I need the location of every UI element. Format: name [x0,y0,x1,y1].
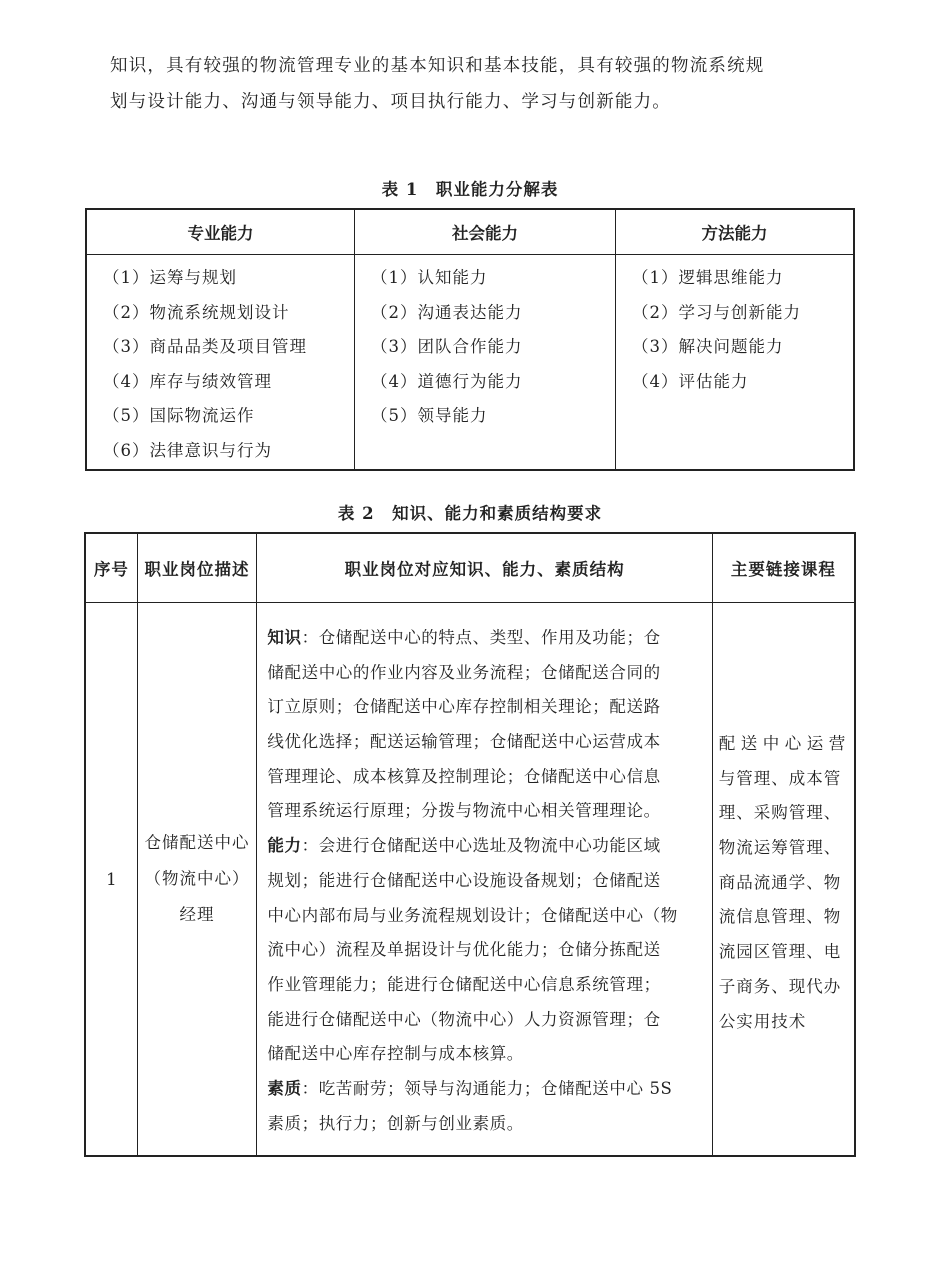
ability-breakdown-table [85,208,855,471]
course-line: 流园区管理、电 [718,942,842,962]
list-item: （4）评估能力 [632,371,749,391]
method-list [616,255,855,470]
quality-text: ：吃苦耐劳；领导与沟通能力；仓储配送中心 5S [301,1078,673,1098]
ability-text: 能进行仓储配送中心（物流中心）人力资源管理；仓 [267,1009,661,1029]
professional-list [86,255,355,470]
table1-caption: 表 1 职业能力分解表 [381,180,559,199]
ability-label: 能力 [267,836,302,856]
ability-text: 规划；能进行仓储配送中心设施设备规划；仓储配送 [267,870,661,890]
course-line: 与管理、成本管 [718,768,842,788]
table-row [85,603,855,1157]
knowledge-text: ：仓储配送中心的特点、类型、作用及功能；仓 [301,628,661,647]
course-line: 商品流通学、物 [718,872,842,892]
header-structure: 职业岗位对应知识、能力、素质结构 [257,533,712,603]
list-item: （3）解决问题能力 [632,337,784,357]
list-item: （1）运筹与规划 [103,268,237,287]
quality-label: 素质 [267,1078,302,1098]
structure-requirements-table [84,532,856,1157]
ability-text: ：会进行仓储配送中心选址及物流中心功能区域 [301,836,661,856]
list-item: （5）国际物流运作 [103,406,255,426]
list-item: （1）逻辑思维能力 [632,268,784,287]
ability-text: 流中心）流程及单据设计与优化能力；仓储分拣配送 [267,940,661,960]
ability-text: 储配送中心库存控制与成本核算。 [267,1044,524,1064]
course-line: 子商务、现代办 [718,976,842,996]
row-courses [712,603,855,1157]
header-job-desc: 职业岗位描述 [137,533,257,603]
list-item: （2）物流系统规划设计 [103,302,290,322]
social-list [355,255,616,470]
list-item: （5）领导能力 [371,406,488,426]
list-item: （4）道德行为能力 [371,371,523,391]
header-method: 方法能力 [616,209,855,255]
table-row [86,255,854,470]
knowledge-text: 管理理论、成本核算及控制理论；仓储配送中心信息 [267,766,661,786]
table-header-row [86,209,854,255]
ability-text: 作业管理能力；能进行仓储配送中心信息系统管理； [267,974,661,994]
header-social: 社会能力 [355,209,616,255]
knowledge-text: 线优化选择；配送运输管理；仓储配送中心运营成本 [267,732,661,752]
row-structure [257,603,712,1157]
knowledge-text: 储配送中心的作业内容及业务流程；仓储配送合同的 [267,662,661,682]
intro-line: 知识，具有较强的物流管理专业的基本知识和基本技能，具有较强的物流系统规 [110,56,765,76]
course-line: 理、采购管理、 [718,803,842,823]
list-item: （2）学习与创新能力 [632,302,801,322]
list-item: （1）认知能力 [371,268,488,287]
table-header-row [85,533,855,603]
list-item: （4）库存与绩效管理 [103,371,272,391]
list-item: （2）沟通表达能力 [371,302,523,322]
job-desc-line: 经理 [179,905,215,924]
job-desc-line: （物流中心） [144,869,250,888]
course-line: 配送中心运营 [718,734,851,753]
list-item: （3）团队合作能力 [371,337,523,357]
list-item: （6）法律意识与行为 [103,440,272,460]
row-seq: 1 [85,603,137,1157]
header-courses: 主要链接课程 [712,533,855,603]
course-line: 物流运筹管理、 [718,838,842,858]
knowledge-text: 管理系统运行原理；分拨与物流中心相关管理理论。 [267,801,661,821]
course-line: 流信息管理、物 [718,907,842,927]
quality-text: 素质；执行力；创新与创业素质。 [267,1113,524,1133]
list-item: （3）商品品类及项目管理 [103,337,307,357]
header-seq: 序号 [85,533,137,603]
course-line: 公实用技术 [718,1011,807,1031]
job-desc-line: 仓储配送中心 [144,833,250,852]
table2-caption: 表 2 知识、能力和素质结构要求 [337,504,603,523]
row-job-desc [137,603,257,1157]
knowledge-label: 知识 [267,628,302,647]
ability-text: 中心内部布局与业务流程规划设计；仓储配送中心（物 [267,905,678,925]
header-professional: 专业能力 [86,209,355,255]
knowledge-text: 订立原则；仓储配送中心库存控制相关理论；配送路 [267,697,661,717]
intro-line: 划与设计能力、沟通与领导能力、项目执行能力、学习与创新能力。 [110,92,671,112]
intro-paragraph [110,48,845,120]
